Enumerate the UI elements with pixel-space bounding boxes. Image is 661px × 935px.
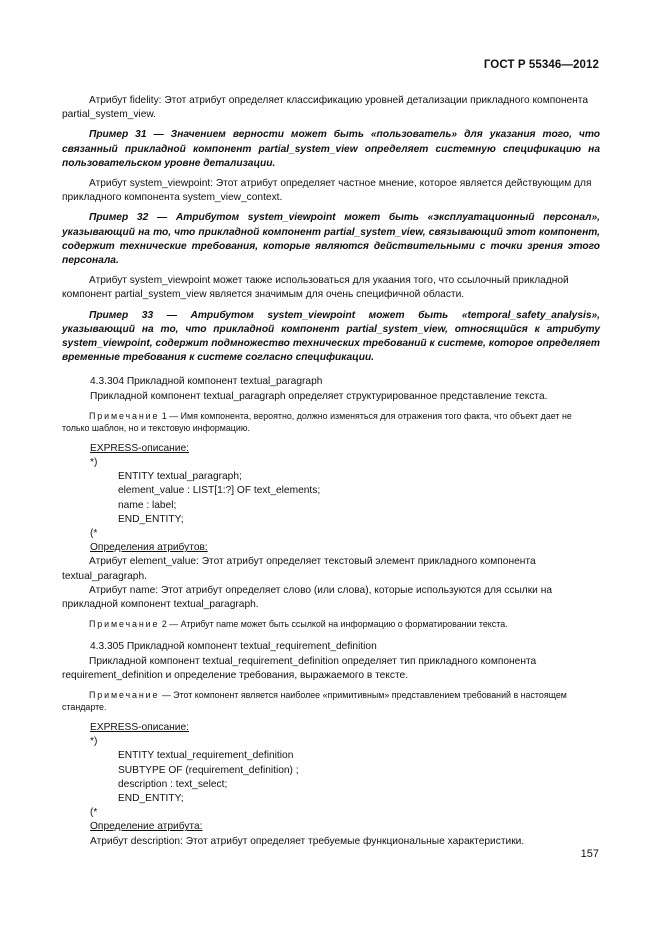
attribute-name: Атрибут name: Этот атрибут определяет слово (или слова), которые используются для ссылки на прикладной компонент textual_paragraph. xyxy=(62,584,552,611)
note-label: Примечание xyxy=(89,619,160,630)
example-33: Пример 33 — Атрибутом system_viewpoint может быть «temporal_safety_analysis», указывающий на то, что прикладной компонент partial_system_view, относящийся к атрибуту system_viewpoint, содержит подмножество технических требований к системе, которое определяет временные требования к системе согласно спецификации. xyxy=(62,309,600,364)
section-4-3-305-text: Прикладной компонент textual_requirement_definition определяет тип прикладного компонента requirement_definition и определение требования, выражаемого в тексте. xyxy=(62,655,537,681)
paragraph-fidelity: Атрибут fidelity: Этот атрибут определяет классификацию уровней детализации прикладного компонента partial_system_view. xyxy=(62,95,589,121)
attributes-label: Определения атрибутов: xyxy=(90,542,208,554)
note-label: Примечание xyxy=(89,689,160,700)
example-31: Пример 31 — Значением верности может быть «пользователь» для указания того, что связанный прикладной компонент partial_system_view определяет системную спецификацию на пользовательском уровне детализации. xyxy=(62,129,600,169)
page-content xyxy=(62,94,600,849)
express-label: EXPRESS-описание: xyxy=(90,721,189,733)
code-close: (* xyxy=(90,528,98,540)
code-line: END_ENTITY; xyxy=(118,513,184,525)
code-line: END_ENTITY; xyxy=(118,792,184,804)
note-number: 2 xyxy=(161,619,167,630)
note-label: Примечание xyxy=(89,410,160,421)
section-4-3-304-title: 4.3.304 Прикладной компонент textual_paragraph xyxy=(90,376,323,388)
code-line: ENTITY textual_paragraph; xyxy=(118,471,242,483)
section-4-3-305-title: 4.3.305 Прикладной компонент textual_requirement_definition xyxy=(90,641,377,653)
attribute-description: Атрибут description: Этот атрибут определяет требуемые функциональные характеристики. xyxy=(90,835,525,847)
code-line: ENTITY textual_requirement_definition xyxy=(118,750,294,762)
code-line: SUBTYPE OF (requirement_definition) ; xyxy=(118,764,299,776)
express-label: EXPRESS-описание: xyxy=(90,442,189,454)
attribute-element-value: Атрибут element_value: Этот атрибут определяет текстовый элемент прикладного компонента textual_paragraph. xyxy=(62,556,536,582)
code-line: element_value : LIST[1:?] OF text_elements; xyxy=(118,485,321,497)
code-close: (* xyxy=(90,807,98,819)
paragraph-system-viewpoint: Атрибут system_viewpoint: Этот атрибут определяет частное мнение, которое является действующим для прикладного компонента system_view_context. xyxy=(62,178,592,204)
code-line: description : text_select; xyxy=(118,778,228,790)
document-header: ГОСТ Р 55346—2012 xyxy=(483,59,599,71)
note-number: 1 xyxy=(161,410,167,421)
note-1 xyxy=(62,410,600,434)
attribute-label: Определение атрибута: xyxy=(90,821,203,833)
note-2 xyxy=(62,618,600,630)
code-open: *) xyxy=(90,457,98,469)
note-text: — Атрибут name может быть ссылкой на информацию о форматировании текста. xyxy=(169,619,508,630)
page-number: 157 xyxy=(580,848,599,860)
code-open: *) xyxy=(90,736,98,748)
note-3 xyxy=(62,689,600,713)
note-text: — Этот компонент является наиболее «примитивным» представлением требований в настоящем стандарте. xyxy=(62,689,567,712)
code-line: name : label; xyxy=(118,499,177,511)
example-32: Пример 32 — Атрибутом system_viewpoint может быть «эксплуатационный персонал», указывающий на то, что прикладной компонент partial_system_view, связывающий этот компонент, содержит технические требования, которые являются действительными с точки зрения этого персонала. xyxy=(62,212,600,267)
section-4-3-304-text: Прикладной компонент textual_paragraph определяет структурированное представление текста. xyxy=(90,390,548,402)
paragraph-system-viewpoint-usage: Атрибут system_viewpoint может также использоваться для укаания того, что ссылочный прикладной компонент partial_system_view является значимым для очень специфичной области. xyxy=(62,275,569,301)
note-text: — Имя компонента, вероятно, должно изменяться для отражения того факта, что объект дает не только шаблон, но и текстовую информацию. xyxy=(62,410,572,433)
